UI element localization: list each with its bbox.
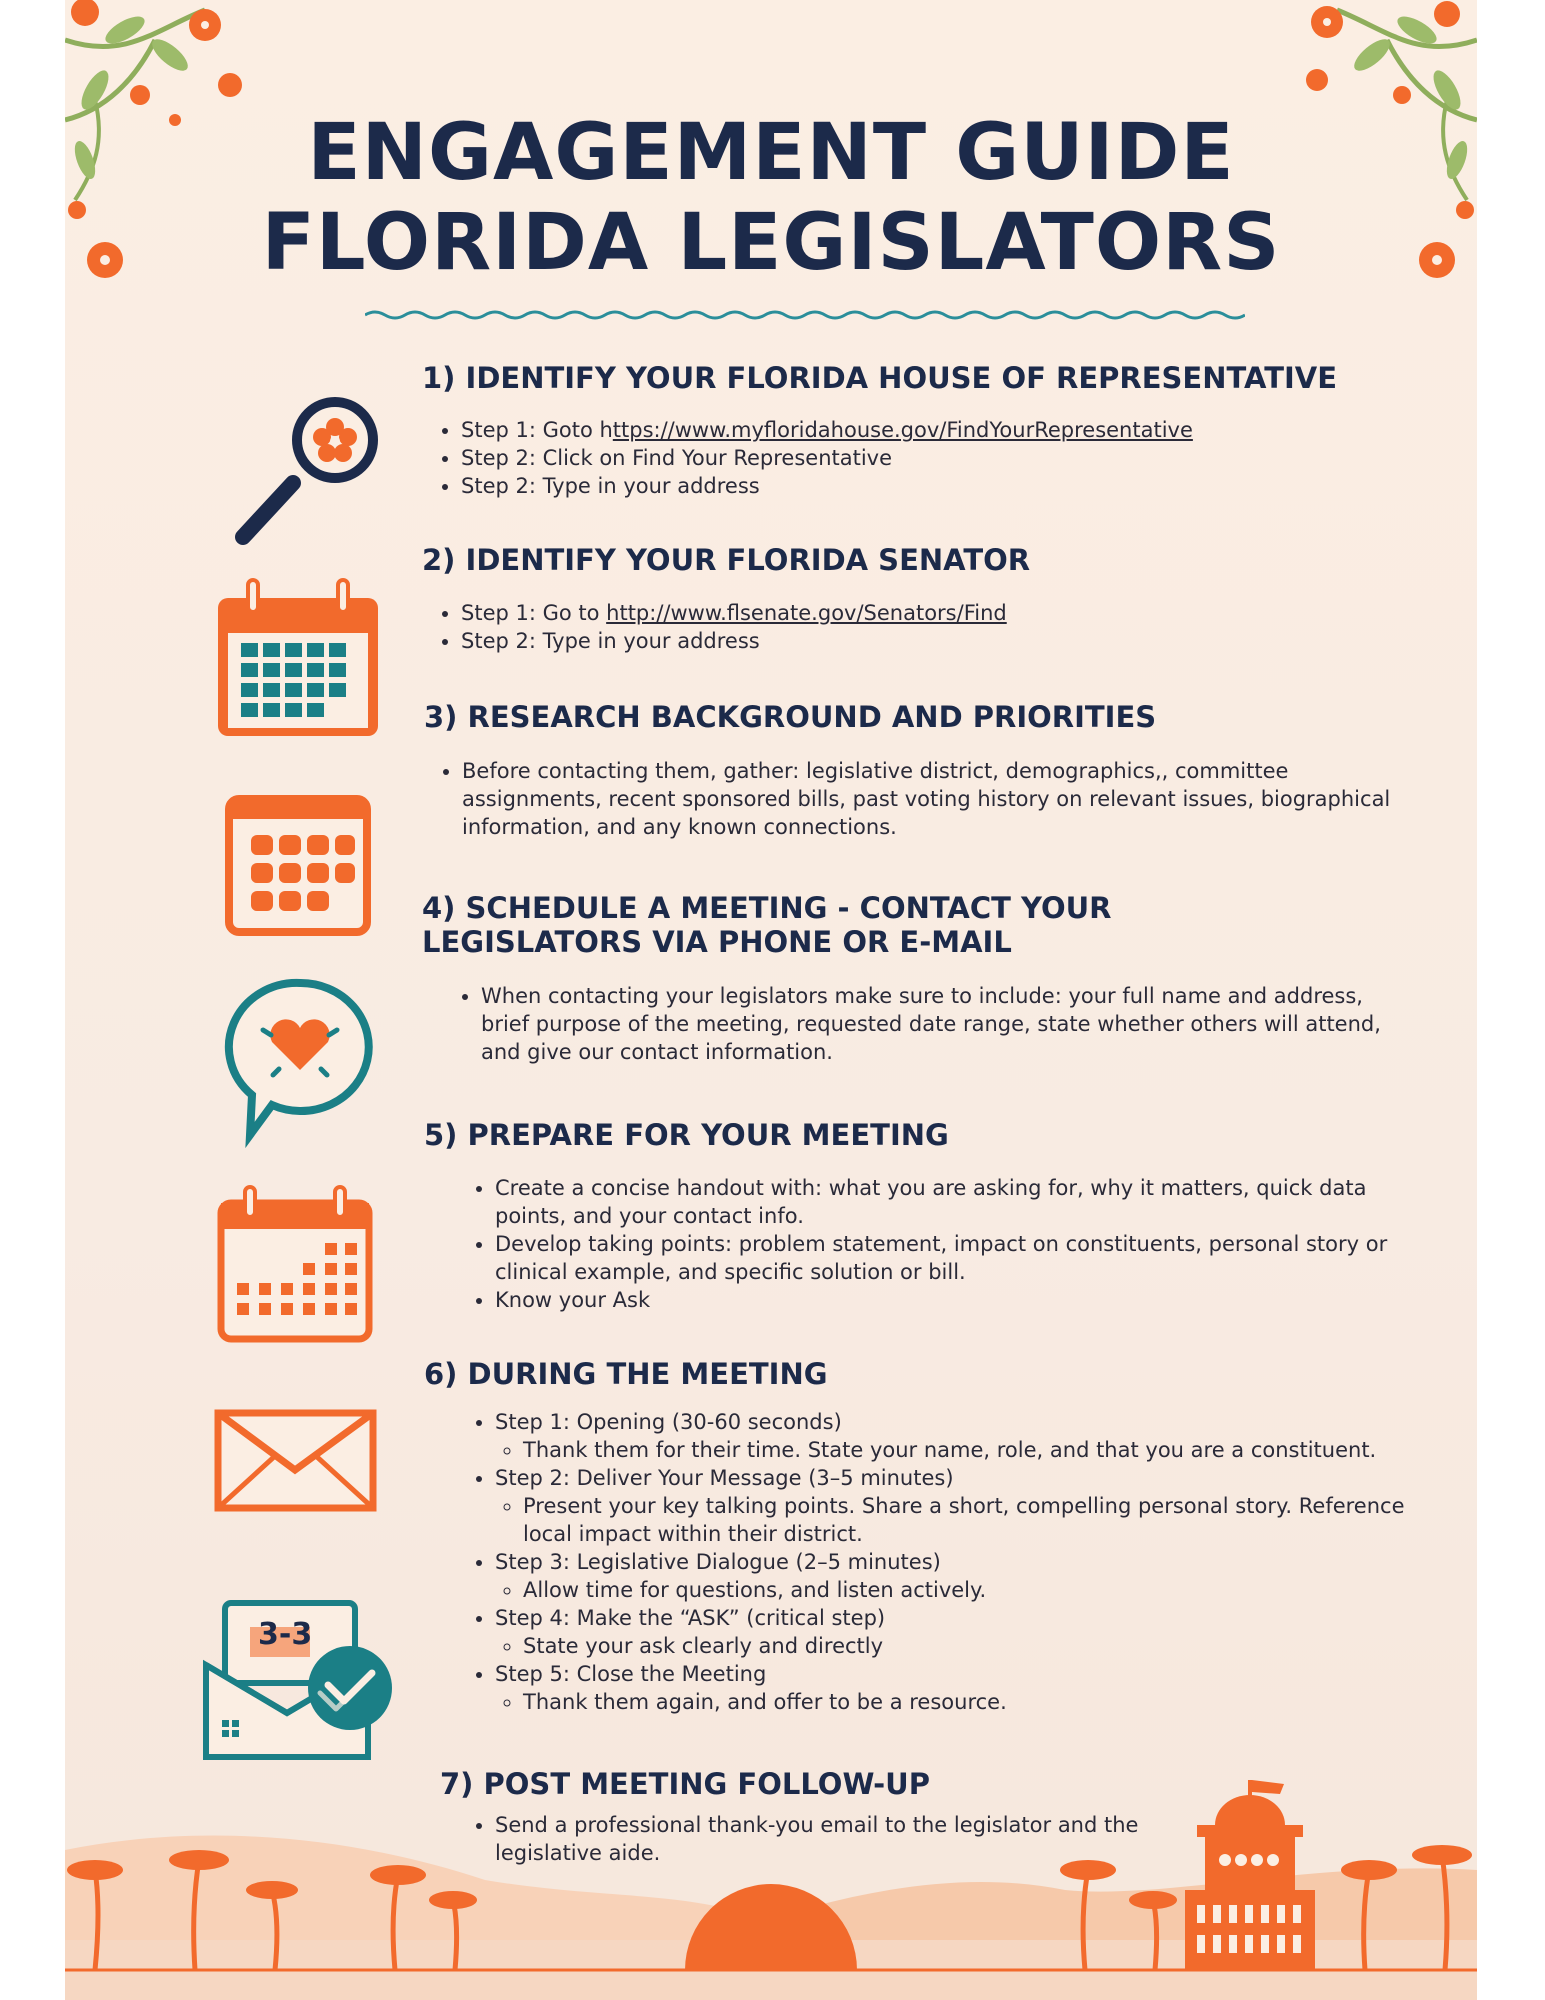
list-item: • Know your Ask <box>495 1286 1415 1314</box>
section-4-title <box>422 891 1112 959</box>
poster <box>65 0 1477 2000</box>
section-3-title: 3) RESEARCH BACKGROUND AND PRIORITIES <box>424 700 1157 734</box>
title-line-1: ENGAGEMENT GUIDE <box>307 108 1235 198</box>
list-item: • Before contacting them, gather: legislative district, demographics,, committee assignments, recent sponsored bills, past voting history on relevant issues, biographical information, and any known connections. <box>462 757 1392 841</box>
section-5-list <box>471 1174 1415 1314</box>
house-finder-link[interactable]: ttps://www.myfloridahouse.gov/FindYourRepresentative <box>612 418 1193 442</box>
list-item <box>495 1548 1415 1604</box>
wave-divider <box>365 308 1245 322</box>
sub-item: ◦ State your ask clearly and directly <box>523 1632 1415 1660</box>
speech-bubble-heart-icon <box>223 975 378 1150</box>
section-5-title: 5) PREPARE FOR YOUR MEETING <box>424 1118 949 1152</box>
list-item: • Step 2: Click on Find Your Representative <box>461 444 1421 472</box>
calendar-chart-icon <box>215 1185 375 1345</box>
calendar-dots-icon <box>223 793 373 938</box>
list-item: • Step 2: Type in your address <box>461 472 1421 500</box>
section-4-list <box>457 982 1381 1066</box>
step-label: Step 3: Legislative Dialogue (2–5 minutes) <box>495 1550 941 1574</box>
sub-item: ◦ Thank them again, and offer to be a resource. <box>523 1688 1415 1716</box>
section-7-title: 7) POST MEETING FOLLOW-UP <box>440 1767 930 1801</box>
title-line-2: FLORIDA LEGISLATORS <box>261 198 1281 288</box>
section-6-list <box>471 1408 1415 1716</box>
section-1-title: 1) IDENTIFY YOUR FLORIDA HOUSE OF REPRESENTATIVE <box>422 361 1338 395</box>
list-item <box>461 599 1421 627</box>
list-item: • Step 2: Type in your address <box>461 627 1421 655</box>
list-item <box>495 1464 1415 1548</box>
step-text: Step 1: Goto h <box>461 418 613 442</box>
calendar-grid-icon <box>213 578 383 743</box>
list-item <box>461 416 1421 444</box>
list-item <box>495 1660 1415 1716</box>
sub-item: ◦ Thank them for their time. State your name, role, and that you are a constituent. <box>523 1436 1415 1464</box>
sub-item: ◦ Present your key talking points. Share a short, compelling personal story. Reference local impact within their district. <box>523 1492 1415 1548</box>
section-1-list <box>437 416 1421 500</box>
step-label: Step 5: Close the Meeting <box>495 1662 767 1686</box>
sub-item: ◦ Allow time for questions, and listen actively. <box>523 1576 1415 1604</box>
mail-icon-text: 3-3 <box>258 1617 313 1652</box>
step-label: Step 1: Opening (30-60 seconds) <box>495 1410 842 1434</box>
section-4-title-line-2: LEGISLATORS VIA PHONE OR E-MAIL <box>422 925 1012 959</box>
section-4-title-line-1: 4) SCHEDULE A MEETING - CONTACT YOUR <box>422 891 1112 925</box>
section-2-list <box>437 599 1421 655</box>
envelope-icon <box>213 1408 378 1513</box>
section-2-title: 2) IDENTIFY YOUR FLORIDA SENATOR <box>422 543 1031 577</box>
list-item <box>495 1408 1415 1464</box>
list-item: • Create a concise handout with: what you are asking for, why it matters, quick data points, and your contact info. <box>495 1174 1415 1230</box>
list-item <box>495 1604 1415 1660</box>
section-3-list <box>438 757 1392 841</box>
list-item: • When contacting your legislators make sure to include: your full name and address, brief purpose of the meeting, requested date range, state whether others will attend, and give our contact information. <box>481 982 1381 1066</box>
step-text: Step 1: Go to <box>461 601 607 625</box>
list-item: • Develop taking points: problem statement, impact on constituents, personal story or clinical example, and specific solution or bill. <box>495 1230 1415 1286</box>
step-label: Step 4: Make the “ASK” (critical step) <box>495 1606 886 1630</box>
section-7-list <box>471 1811 1225 1867</box>
mail-checkmark-icon <box>200 1595 400 1765</box>
senate-finder-link[interactable]: http://www.flsenate.gov/Senators/Find <box>606 601 1007 625</box>
list-item: • Send a professional thank-you email to the legislator and the legislative aide. <box>495 1811 1225 1867</box>
section-6-title: 6) DURING THE MEETING <box>424 1357 828 1391</box>
magnifier-flower-icon <box>225 395 385 555</box>
step-label: Step 2: Deliver Your Message (3–5 minutes) <box>495 1466 954 1490</box>
